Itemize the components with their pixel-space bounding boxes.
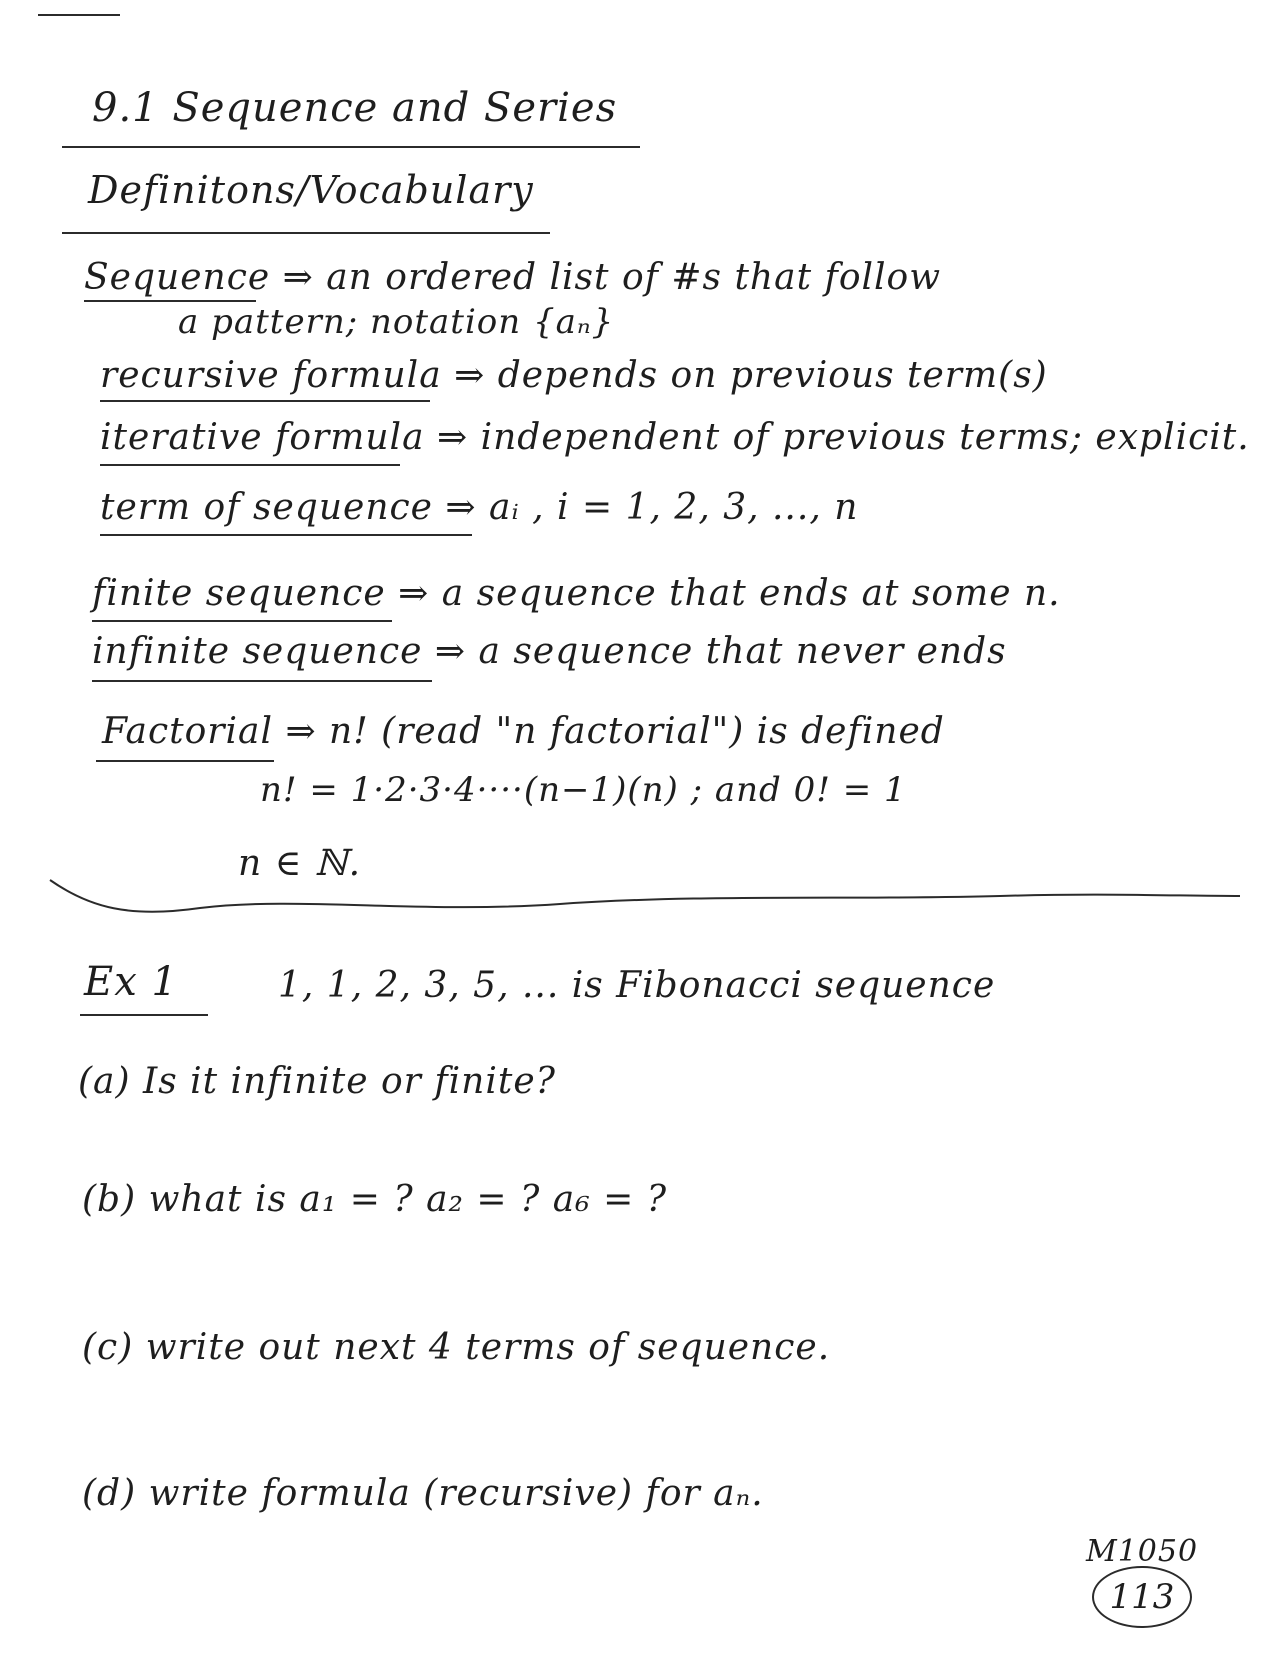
title-underline xyxy=(62,146,640,148)
page-number-badge xyxy=(1092,1566,1192,1628)
definition-finite: finite sequence ⇒ a sequence that ends at some n. xyxy=(92,573,1061,614)
term-underline xyxy=(96,760,274,762)
term-underline xyxy=(100,464,400,466)
term-underline xyxy=(92,680,432,682)
definition-factorial: Factorial ⇒ n! (read "n factorial") is defined xyxy=(102,711,945,752)
definition-recursive: recursive formula ⇒ depends on previous term(s) xyxy=(100,355,1048,396)
example-part-d: (d) write formula (recursive) for aₙ. xyxy=(82,1473,764,1514)
course-code: M1050 xyxy=(1086,1534,1199,1569)
factorial-formula: n! = 1·2·3·4····(n−1)(n) ; and 0! = 1 xyxy=(260,770,907,810)
page-title: 9.1 Sequence and Series xyxy=(92,85,618,131)
page-number: 113 xyxy=(1109,1577,1175,1617)
term-underline xyxy=(92,620,392,622)
definition-sequence: Sequence ⇒ an ordered list of #s that follow xyxy=(84,257,942,298)
example-heading: Ex 1 xyxy=(84,959,178,1005)
section-subtitle: Definitons/Vocabulary xyxy=(88,168,534,212)
definition-iterative: iterative formula ⇒ independent of previous terms; explicit. xyxy=(100,417,1250,458)
subtitle-underline xyxy=(62,232,550,234)
term-underline xyxy=(100,400,430,402)
definition-term: term of sequence ⇒ aᵢ , i = 1, 2, 3, ..., n xyxy=(100,487,859,528)
example-part-a: (a) Is it infinite or finite? xyxy=(78,1061,556,1102)
example-heading-underline xyxy=(80,1014,208,1016)
example-part-c: (c) write out next 4 terms of sequence. xyxy=(82,1327,831,1368)
example-part-b: (b) what is a₁ = ? a₂ = ? a₆ = ? xyxy=(82,1179,668,1220)
definition-infinite: infinite sequence ⇒ a sequence that never ends xyxy=(92,631,1007,672)
factorial-domain: n ∈ ℕ. xyxy=(238,843,362,884)
corner-mark xyxy=(38,14,120,16)
example-intro: 1, 1, 2, 3, 5, ... is Fibonacci sequence xyxy=(278,965,996,1006)
term-underline xyxy=(100,534,472,536)
definition-sequence-cont: a pattern; notation {aₙ} xyxy=(178,302,615,342)
